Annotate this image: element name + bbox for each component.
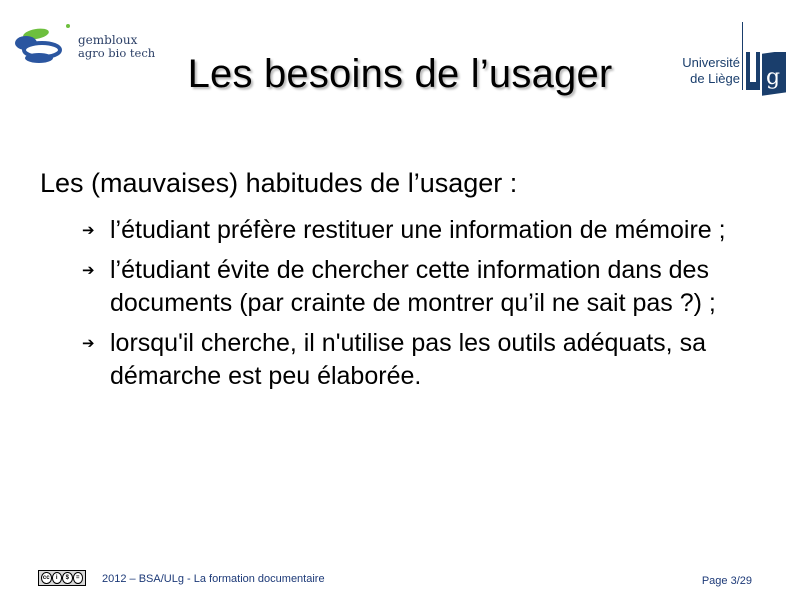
bullet-text: l’étudiant évite de chercher cette information dans des documents (par crainte de montrer qu’il ne sait pas ?) ; [110,256,716,317]
gembloux-line1: gembloux [78,33,138,47]
bullet-item [82,214,762,247]
gembloux-line2: agro bio tech [78,46,156,60]
bullet-item [82,327,762,393]
intro-text: Les (mauvaises) habitudes de l’usager : [40,168,518,198]
ulg-line1: Université [682,55,740,70]
slide-footer [0,570,800,594]
slide-title: Les besoins de l’usager [187,52,613,96]
ulg-logo [672,10,792,95]
bullet-list [82,214,762,400]
bullet-text: lorsqu'il cherche, il n'utilise pas les outils adéquats, sa démarche est peu élaborée. [110,329,706,390]
arrow-right-icon: ➔ [82,262,95,279]
svg-text:g: g [766,65,781,90]
arrow-right-icon: ➔ [82,335,95,352]
ulg-line2: de Liège [690,71,740,86]
ulg-divider [742,22,743,90]
page-number: Page 3/29 [701,575,752,587]
bullet-text: l’étudiant préfère restituer une information de mémoire ; [110,216,726,244]
bullet-item [82,254,762,320]
creative-commons-icon: cc i $ = [38,570,86,586]
footer-text: 2012 – BSA/ULg - La formation documentaire [102,573,325,585]
ulg-monogram-icon [746,52,792,102]
arrow-right-icon: ➔ [82,222,95,239]
ulg-wordmark [682,55,740,87]
